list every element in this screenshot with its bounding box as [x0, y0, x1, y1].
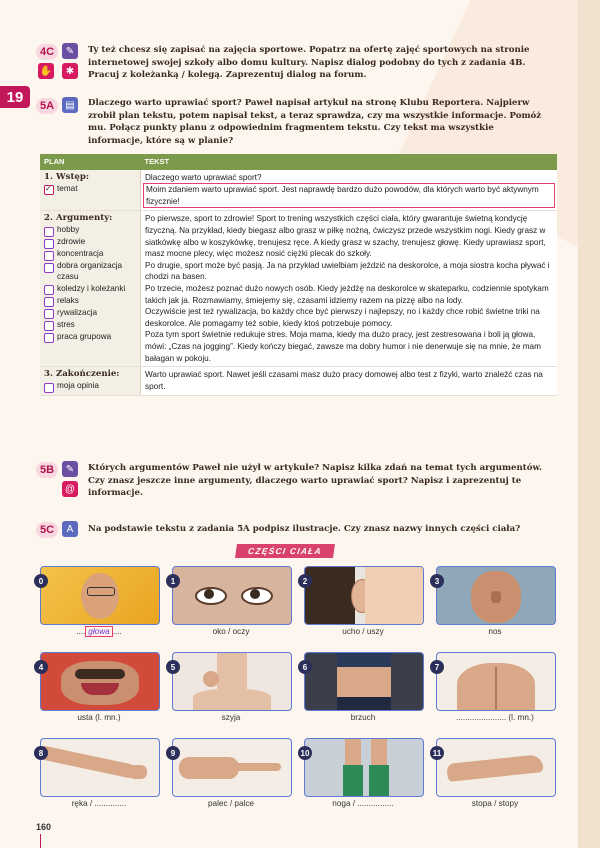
number-badge: 2	[298, 574, 312, 588]
text-intro	[141, 170, 558, 211]
arrow-up-icon	[40, 834, 41, 848]
plan-ending	[40, 367, 141, 396]
paragraph-2: Po drugie, sport może być pasją. Ja na przykład uwielbiam jeździć na deskorolce, a moja siostra kocha pływać i chodzi na basen.	[145, 260, 550, 282]
number-badge: 11	[430, 746, 444, 760]
exercise-badge-5a: 5A	[36, 98, 58, 114]
text-arguments	[141, 211, 558, 367]
book-icon: ▤	[62, 97, 78, 113]
checkbox-icon[interactable]	[44, 227, 54, 237]
checkbox-icon[interactable]	[44, 239, 54, 249]
text-intro-highlight: Moim zdaniem warto uprawiać sport. Jest naprawdę bardzo dużo powodów, dla których warto być aktywnym fizycznie!	[143, 183, 555, 208]
image-head	[40, 566, 160, 625]
caption-neck: szyja	[221, 713, 241, 722]
caption-finger: palec / palce	[208, 799, 254, 808]
at-sign-icon: @	[62, 481, 78, 497]
paragraph-1: Po pierwsze, sport to zdrowie! Sport to trening wszystkich części ciała, który gwarantuje świetną kondycję fizyczną. Na przykład, kiedy biegasz albo grasz w piłkę nożną, ćwiczysz przede wszystkim nogi. Kiedy grasz w siatkówkę albo w koszykówkę, trenujesz ręce. A kiedy grasz w szachy, trenujesz głowę. Kiedy uprawiasz sport, masz mocne plecy, więc możesz nosić ciężki plecak do szkoły.	[145, 214, 546, 259]
number-badge: 6	[298, 660, 312, 674]
exercise-badge-5c: 5C	[36, 522, 58, 538]
instruction-5b: Których argumentów Paweł nie użył w artykule? Napisz kilka zdań na temat tych argumentów. Czy znasz jeszcze inne argumenty, dlaczego warto uprawiać sport? Napisz i zaprezentuj te informacje.	[88, 463, 542, 498]
text-header: TEKST	[141, 154, 558, 170]
checkbox-icon[interactable]	[44, 321, 54, 331]
image-nose	[436, 566, 556, 625]
handshake-icon: ✋	[38, 63, 54, 79]
exercise-badge-4c: 4C	[36, 44, 58, 60]
number-badge: 9	[166, 746, 180, 760]
page-edge	[578, 0, 600, 848]
exercise-badge-5b: 5B	[36, 462, 58, 478]
caption-mouth: usta (l. mn.)	[77, 713, 121, 722]
intro-heading: 1. Wstęp:	[44, 171, 90, 182]
paragraph-5: Poza tym sport świetnie redukuje stres. Moja mama, kiedy ma dużo pracy, jest zestresowana i boli ją głowa, mówi: „Czas na jogging”. Kiedy kończy biegać, zawsze ma dobry humor i nie denerwuje się na mnie, że mam bałagan w pokoju.	[145, 330, 541, 363]
checkbox-icon[interactable]	[44, 263, 54, 273]
plan-text-table	[40, 154, 557, 396]
chapter-tab: 19	[0, 86, 30, 108]
number-badge: 0	[34, 574, 48, 588]
caption-ear: ucho / uszy	[342, 627, 384, 636]
plan-item[interactable]: koncentracja	[44, 249, 136, 261]
plan-item[interactable]: hobby	[44, 225, 136, 237]
image-arm	[40, 738, 160, 797]
caption-arm: ręka / ..............	[71, 799, 127, 808]
pencil-icon: ✎	[62, 43, 78, 59]
plan-item[interactable]: stres	[44, 320, 136, 332]
body-parts-label: CZĘŚCI CIAŁA	[235, 544, 335, 558]
pencil-icon: ✎	[62, 461, 78, 477]
text-title: Dlaczego warto uprawiać sport?	[145, 172, 262, 182]
checkbox-icon[interactable]	[44, 185, 54, 195]
number-badge: 10	[298, 746, 312, 760]
page-number: 160	[36, 822, 52, 832]
number-badge: 4	[34, 660, 48, 674]
image-finger	[172, 738, 292, 797]
image-back	[436, 652, 556, 711]
ending-heading: 3. Zakończenie:	[44, 369, 120, 380]
checkbox-icon[interactable]	[44, 285, 54, 295]
plan-item[interactable]: zdrowie	[44, 237, 136, 249]
checkbox-icon[interactable]	[44, 251, 54, 261]
image-foot	[436, 738, 556, 797]
caption-belly: brzuch	[350, 713, 376, 722]
number-badge: 7	[430, 660, 444, 674]
caption-eyes: oko / oczy	[212, 627, 250, 636]
caption-foot: stopa / stopy	[471, 799, 519, 808]
instruction-4c: Ty też chcesz się zapisać na zajęcia sportowe. Popatrz na ofertę zajęć sportowych na stronie internetowej swojej szkoły albo domu kultury. Napisz dialog podobny do tych z zadania 4B. Pracuj z koleżanką / kolegą. Zaprezentuj dialog na forum.	[88, 45, 530, 80]
caption-nose: nos	[488, 627, 502, 636]
plan-header: PLAN	[40, 154, 141, 170]
plan-item[interactable]: koledzy i koleżanki	[44, 284, 136, 296]
plan-arguments	[40, 211, 141, 367]
plan-intro	[40, 170, 141, 211]
arguments-heading: 2. Argumenty:	[44, 213, 113, 224]
plan-item[interactable]: relaks	[44, 296, 136, 308]
image-leg	[304, 738, 424, 797]
text-ending: Warto uprawiać sport. Nawet jeśli czasami masz dużo pracy domowej albo test z fizyki, warto znaleźć czas na sport.	[141, 367, 558, 396]
caption-leg: noga / ................	[332, 799, 394, 808]
number-badge: 5	[166, 660, 180, 674]
instruction-5c: Na podstawie tekstu z zadania 5A podpisz ilustracje. Czy znasz nazwy innych części ciała?	[88, 524, 521, 534]
image-eyes	[172, 566, 292, 625]
number-badge: 3	[430, 574, 444, 588]
image-ear	[304, 566, 424, 625]
checkbox-icon[interactable]	[44, 297, 54, 307]
checkbox-icon[interactable]	[44, 309, 54, 319]
plan-item[interactable]: praca grupowa	[44, 332, 136, 344]
image-belly	[304, 652, 424, 711]
plan-item[interactable]: dobra organizacja czasu	[44, 261, 136, 283]
sparkle-icon: ✱	[62, 63, 78, 79]
checkbox-icon[interactable]	[44, 383, 54, 393]
paragraph-3: Po trzecie, możesz poznać dużo nowych osób. Kiedy jeżdżę na deskorolce w skateparku, codziennie spotykam takich jak ja. Rozmawiamy, śmiejemy się, czasami idziemy razem na pizzę albo na lody.	[145, 283, 549, 305]
image-neck	[172, 652, 292, 711]
plan-item[interactable]: rywalizacja	[44, 308, 136, 320]
abc-icon: A	[62, 521, 78, 537]
caption-back: ...................... (l. mn.)	[456, 713, 534, 722]
image-mouth	[40, 652, 160, 711]
plan-item-topic[interactable]: ✓ temat	[44, 184, 136, 196]
instruction-5a: Dlaczego warto uprawiać sport? Paweł napisał artykuł na stronę Klubu Reportera. Najpierw zrobił plan tekstu, potem napisał tekst, a teraz sprawdza, czy ma wszystkie informacje. Pomóż mu. Połącz punkty planu z odpowiednim fragmentem tekstu. Czy tekst ma wszystkie informacje, które są w planie?	[88, 98, 542, 146]
number-badge: 1	[166, 574, 180, 588]
plan-item[interactable]: moja opinia	[44, 381, 136, 393]
caption-head: .... głowa ....	[76, 627, 122, 636]
number-badge: 8	[34, 746, 48, 760]
paragraph-4: Oczywiście jest też rywalizacja, bo każdy chce być pierwszy i najlepszy, no i każdy chce robić świetne triki na deskorolce. Ale pomagamy też sobie, kiedy ktoś potrzebuje pomocy.	[145, 307, 540, 328]
answer-head[interactable]: głowa	[85, 626, 112, 637]
checkbox-icon[interactable]	[44, 333, 54, 343]
